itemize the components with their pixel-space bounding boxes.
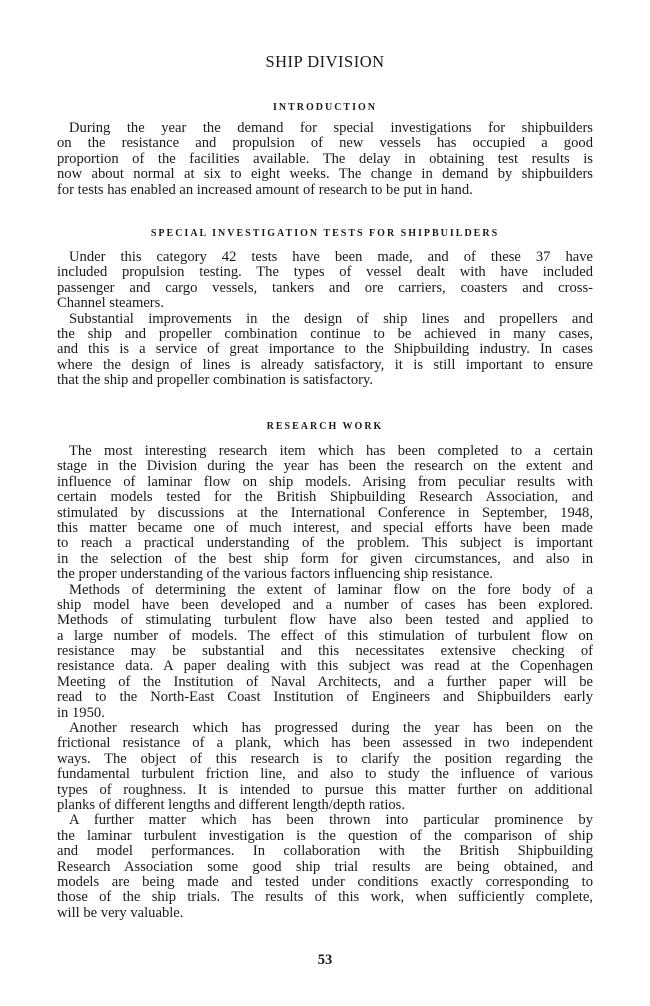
paragraph <box>57 250 593 312</box>
text-line: Methods of stimulating turbulent flow have also been tested and applied to <box>57 612 593 629</box>
section-heading-special-investigation: SPECIAL INVESTIGATION TESTS FOR SHIPBUILDERS <box>150 228 500 239</box>
text-line: ways. The object of this research is to clarify the position regarding the <box>57 750 593 767</box>
text-line: models are being made and tested under conditions exactly corresponding to <box>57 873 593 890</box>
text-line: the ship and propeller combination continue to be achieved in many cases, <box>57 325 593 342</box>
text-line: included propulsion testing. The types of vessel dealt with have included <box>57 264 593 281</box>
text-line: During the year the demand for special investigations for shipbuilders <box>69 120 593 136</box>
text-line: will be very valuable. <box>57 904 184 921</box>
page-title: SHIP DIVISION <box>265 52 385 71</box>
section-special-investigation <box>57 250 593 389</box>
text-line: now about normal at six to eight weeks. The change in demand by shipbuilders <box>57 166 593 183</box>
text-line: on the resistance and propulsion of new vessels has occupied a good <box>57 135 593 152</box>
text-line: ship model have been developed and a number of cases has been explored. <box>57 596 593 613</box>
text-line: those of the ship trials. The results of this work, when sufficiently complete, <box>57 889 593 906</box>
text-line: Under this category 42 tests have been made, and of these 37 have <box>69 249 593 265</box>
text-line: certain models tested for the British Shipbuilding Research Association, and <box>57 489 593 506</box>
text-line: the proper understanding of the various factors influencing ship resistance. <box>57 566 494 583</box>
section-introduction <box>57 121 593 198</box>
text-line: in the selection of the best ship form for given circumstances, and also in <box>57 550 593 567</box>
text-line: this matter became one of much interest, and special efforts have been made <box>57 519 593 536</box>
text-line: Research Association some good ship trial results are being obtained, and <box>57 858 593 875</box>
text-line: fundamental turbulent friction line, and also to study the influence of various <box>57 766 593 783</box>
text-line: to reach a practical understanding of the problem. This subject is important <box>57 535 593 552</box>
text-line: in 1950. <box>57 704 105 721</box>
text-line: proportion of the facilities available. The delay in obtaining test results is <box>57 150 593 167</box>
text-line: Substantial improvements in the design of ship lines and propellers and <box>69 310 593 327</box>
text-line: Channel steamers. <box>57 295 164 312</box>
text-line: a large number of models. The effect of this stimulation of turbulent flow on <box>57 627 593 644</box>
text-line: resistance may be substantial and this necessitates extensive checking of <box>57 643 593 660</box>
text-line: planks of different lengths and different length/depth ratios. <box>57 796 405 813</box>
text-line: Meeting of the Institution of Naval Architects, and a further paper will be <box>57 673 593 690</box>
text-line: influence of laminar flow on ship models. Arising from peculiar results with <box>57 473 593 490</box>
paragraph <box>57 444 593 583</box>
section-heading-research-work: RESEARCH WORK <box>266 421 384 432</box>
paragraph <box>57 583 593 722</box>
text-line: types of roughness. It is intended to pursue this matter further on additional <box>57 781 593 798</box>
text-line: and model performances. In collaboration with the British Shipbuilding <box>57 843 593 860</box>
text-line: Another research which has progressed during the year has been on the <box>69 720 593 737</box>
text-line: that the ship and propeller combination is satisfactory. <box>57 372 373 389</box>
text-line: for tests has enabled an increased amount of research to be put in hand. <box>57 181 473 198</box>
paragraph <box>57 721 593 813</box>
section-heading-introduction: INTRODUCTION <box>272 102 377 113</box>
text-line: A further matter which has been thrown into particular prominence by <box>69 812 593 829</box>
text-line: the laminar turbulent investigation is the question of the comparison of ship <box>57 827 593 844</box>
section-research-work <box>57 444 593 921</box>
paragraph <box>57 121 593 198</box>
text-line: The most interesting research item which has been completed to a certain <box>69 443 593 459</box>
text-line: stimulated by discussions at the International Conference in September, 1948, <box>57 504 593 521</box>
text-line: resistance data. A paper dealing with this subject was read at the Copenhagen <box>57 658 593 675</box>
text-line: and this is a service of great importance to the Shipbuilding industry. In cases <box>57 341 593 358</box>
text-line: where the design of lines is already satisfactory, it is still important to ensure <box>57 356 593 373</box>
text-line: frictional resistance of a plank, which has been assessed in two independent <box>57 735 593 752</box>
paragraph <box>57 813 593 921</box>
page-number: 53 <box>317 952 333 968</box>
text-line: read to the North-East Coast Institution of Engineers and Shipbuilders early <box>57 689 593 706</box>
text-line: Methods of determining the extent of laminar flow on the fore body of a <box>69 581 593 598</box>
text-line: stage in the Division during the year has been the research on the extent and <box>57 458 593 475</box>
paragraph <box>57 312 593 389</box>
text-line: passenger and cargo vessels, tankers and ore carriers, coasters and cross- <box>57 279 593 296</box>
